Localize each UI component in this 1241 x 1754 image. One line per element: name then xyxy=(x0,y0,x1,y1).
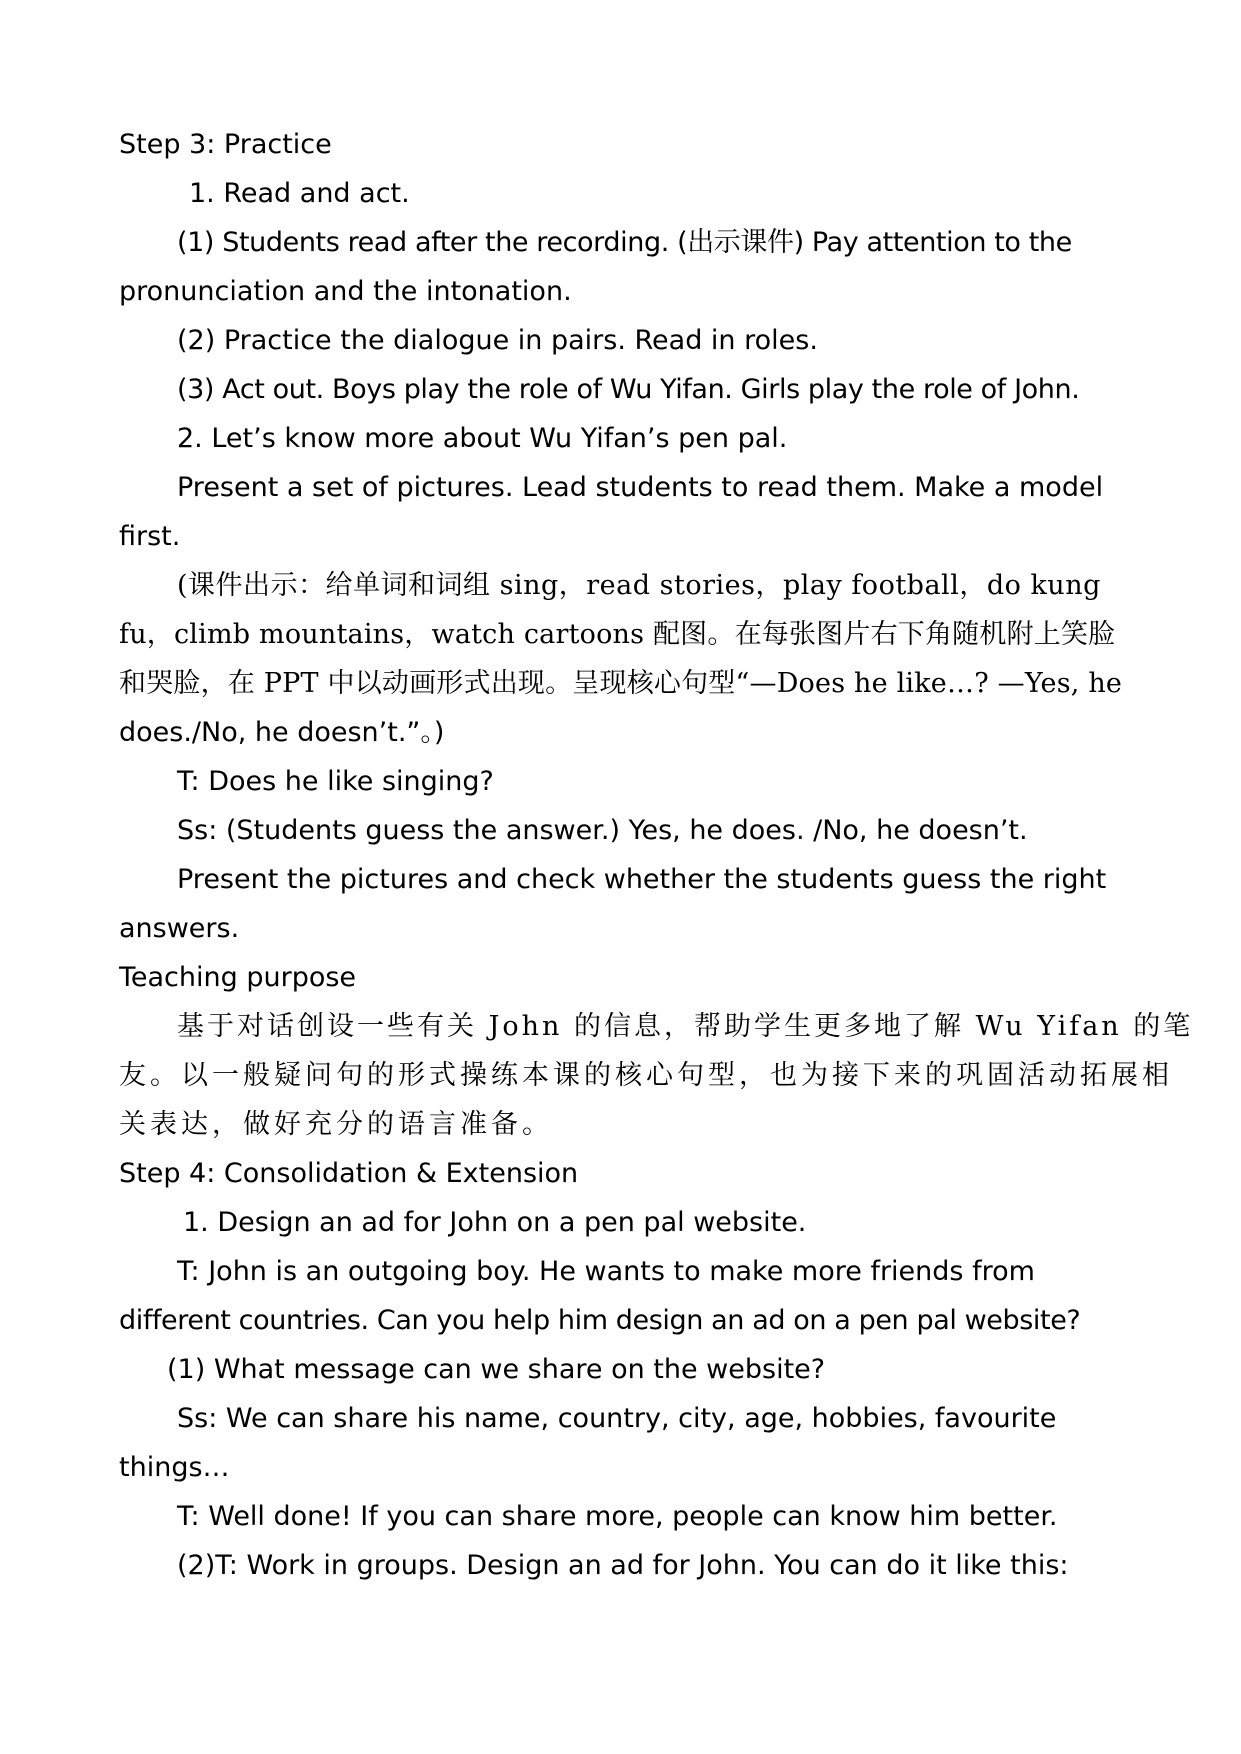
paragraph-line: first. xyxy=(119,521,181,552)
item-know-more: 2. Let’s know more about Wu Yifan’s pen pal. xyxy=(177,423,788,454)
dialogue-line: T: Well done! If you can share more, people can know him better. xyxy=(177,1501,1058,1532)
dialogue-line: (2)T: Work in groups. Design an ad for John. You can do it like this: xyxy=(177,1550,1069,1581)
dialogue-line: Ss: We can share his name, country, city, age, hobbies, favourite xyxy=(177,1403,1057,1434)
dialogue-line: different countries. Can you help him design an ad on a pen pal website? xyxy=(119,1305,1081,1336)
heading-teaching-purpose: Teaching purpose xyxy=(119,962,357,993)
heading-step-3: Step 3: Practice xyxy=(119,129,332,160)
dialogue-line: T: Does he like singing? xyxy=(177,766,494,797)
dialogue-line: Ss: (Students guess the answer.) Yes, he does. /No, he doesn’t. xyxy=(177,815,1028,846)
dialogue-line: things… xyxy=(119,1452,230,1483)
paragraph-line: (课件出示：给单词和词组 sing，read stories，play football，do kung xyxy=(177,570,1101,601)
paragraph-line: Present a set of pictures. Lead students to read them. Make a model xyxy=(177,472,1104,503)
item-design-ad: 1. Design an ad for John on a pen pal website. xyxy=(183,1207,807,1238)
paragraph-line: 和哭脸，在 PPT 中以动画形式出现。呈现核心句型“—Does he like…? —Yes, he xyxy=(119,668,1123,699)
dialogue-line: T: John is an outgoing boy. He wants to make more friends from xyxy=(177,1256,1035,1287)
paragraph-line: (2) Practice the dialogue in pairs. Read in roles. xyxy=(177,325,818,356)
heading-step-4: Step 4: Consolidation & Extension xyxy=(119,1158,579,1189)
paragraph-line: 基于对话创设一些有关 John 的信息，帮助学生更多地了解 Wu Yifan 的笔 xyxy=(177,1011,1194,1042)
paragraph-line: does./No, he doesn’t.”。) xyxy=(119,717,445,748)
paragraph-line: Present the pictures and check whether the students guess the right xyxy=(177,864,1107,895)
paragraph-line: (1) Students read after the recording. (出示课件) Pay attention to the xyxy=(177,227,1072,258)
paragraph-line: 友。以一般疑问句的形式操练本课的核心句型，也为接下来的巩固活动拓展相 xyxy=(119,1060,1173,1091)
item-read-and-act: 1. Read and act. xyxy=(189,178,410,209)
paragraph-line: 关表达，做好充分的语言准备。 xyxy=(119,1109,553,1140)
question-line: (1) What message can we share on the website? xyxy=(167,1354,826,1385)
paragraph-line: pronunciation and the intonation. xyxy=(119,276,572,307)
paragraph-line: answers. xyxy=(119,913,240,944)
paragraph-line: (3) Act out. Boys play the role of Wu Yifan. Girls play the role of John. xyxy=(177,374,1080,405)
paragraph-line: fu，climb mountains，watch cartoons 配图。在每张图片右下角随机附上笑脸 xyxy=(119,619,1116,650)
document-page xyxy=(119,120,1194,1590)
